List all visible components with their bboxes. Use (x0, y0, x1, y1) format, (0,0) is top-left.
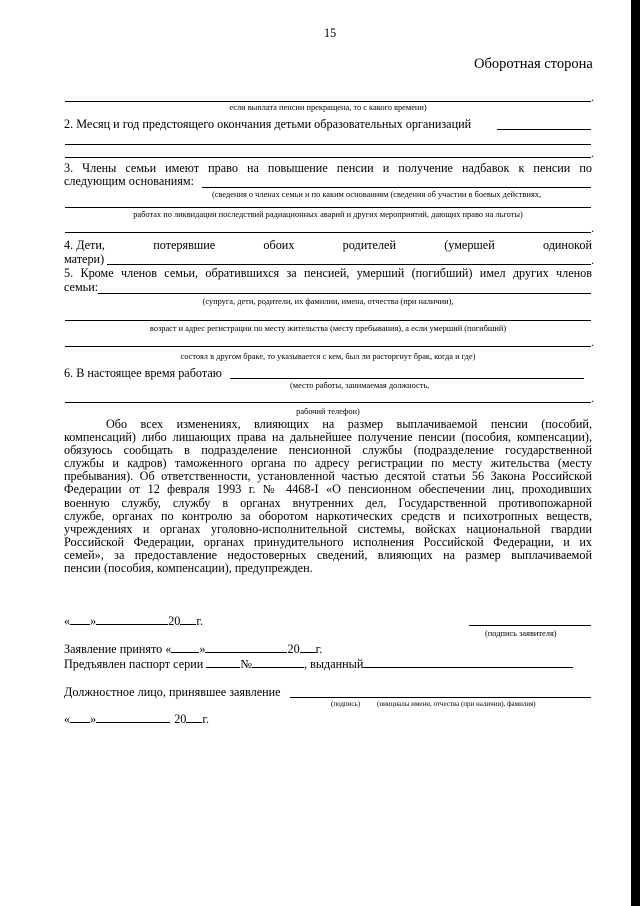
year-field[interactable] (300, 641, 316, 653)
accepted-label: Заявление принято « (64, 642, 172, 656)
year-suffix: г. (196, 614, 204, 628)
item2-label: 2. Месяц и год предстоящего окончания детьми образовательных организаций (64, 117, 472, 131)
passport-row[interactable] (64, 656, 573, 671)
item5-caption2: возраст и адрес регистрации по месту жительства (месту пребывания), а если умерший (погибший) (149, 324, 507, 333)
year-prefix: 20 (174, 712, 187, 726)
quote-open: « (64, 614, 71, 628)
item4-word: потерявшие (153, 238, 216, 252)
official-date[interactable] (64, 711, 209, 726)
line-end-dot: . (591, 146, 594, 160)
item3-caption1: (сведения о членах семьи и по каким основаниям (сведения об участии в боевых действиях, (212, 190, 542, 199)
item2-line2[interactable] (65, 144, 591, 145)
applicant-signature-caption: (подпись заявителя) (485, 629, 557, 638)
official-name-caption: (инициалы имени, отчества (при наличии), фамилия) (377, 700, 536, 708)
item2-line3[interactable] (65, 157, 591, 158)
item6-caption2: рабочий телефон) (296, 407, 360, 416)
number-sign: № (240, 657, 252, 671)
scan-edge (631, 0, 640, 906)
item6-line2[interactable] (65, 402, 591, 403)
month-field[interactable] (205, 641, 287, 653)
item3-line3[interactable] (65, 207, 591, 208)
day-field[interactable] (70, 711, 90, 723)
paragraph-line: семей», за предоставление недостоверных сведений, влияющих на размер выплачиваемой (64, 547, 592, 562)
quote-open: « (64, 712, 71, 726)
item4-field[interactable] (107, 264, 591, 265)
passport-number-field[interactable] (252, 656, 304, 668)
pension-stop-caption: если выплата пенсии прекращена, то с какого времени) (229, 103, 427, 112)
official-signature-caption: (подпись) (331, 700, 361, 708)
item5-line2: семьи: (64, 280, 99, 294)
paragraph-line: службе, органах по контролю за оборотом наркотических средств и психотропных веществ, (64, 508, 592, 523)
paragraph-line: Федерации от 12 февраля 1993 г. № 4468-I «О пенсионном обеспечении лиц, проходивших (64, 482, 592, 497)
paragraph-line: компенсаций) либо лишающих права на дальнейшее получение пенсии (пособия, компенсации), (64, 430, 592, 445)
item5-line4[interactable] (65, 346, 591, 347)
paragraph-line: обязуюсь сообщать в подразделение пенсионной службы (подразделение государственной (64, 443, 592, 458)
paragraph-line: военную службу, службу в органах внутренних дел, Государственной противопожарной (64, 495, 592, 510)
official-label: Должностное лицо, принявшее заявление (64, 685, 281, 699)
quote-close: » (199, 642, 206, 656)
item2-field[interactable] (497, 129, 591, 130)
day-field[interactable] (171, 641, 199, 653)
item4-word: (умершей (444, 238, 495, 252)
quote-close: » (90, 712, 97, 726)
item4-line1 (64, 238, 592, 252)
item4-line2: матери) (64, 252, 105, 266)
item6-label: 6. В настоящее время работаю (64, 366, 222, 380)
passport-issued-field[interactable] (363, 656, 573, 668)
month-field[interactable] (96, 711, 170, 723)
applicant-signature-line[interactable] (469, 625, 591, 626)
paragraph-line: службы и кадров) таможенного органа по адресу регистрации по месту жительства (месту (64, 456, 592, 471)
obligation-paragraph (64, 418, 592, 575)
line-end-dot: . (591, 90, 594, 104)
paragraph-line: пенсии (пособия, компенсации), предупрежден. (64, 561, 313, 576)
paragraph-line: учреждениях и органах уголовно-исполнительной системы, войсках национальной гвардии (64, 521, 592, 536)
year-field[interactable] (186, 711, 202, 723)
passport-issued-label: , выданный (303, 657, 364, 671)
month-field[interactable] (96, 613, 168, 625)
applicant-date[interactable] (64, 613, 203, 628)
pension-stop-line[interactable] (65, 101, 591, 102)
item3-caption2: работах по ликвидации последствий радиационных аварий и других мероприятий, дающих право на льготы) (133, 210, 523, 219)
item5-line3[interactable] (65, 320, 591, 321)
item5-field[interactable] (98, 293, 591, 294)
paragraph-line: Обо всех изменениях, влияющих на размер выплачиваемой пенсии (пособий, (106, 417, 592, 431)
item5-caption1: (супруга, дети, родители, их фамилии, имена, отчества (при наличии), (202, 297, 454, 306)
year-suffix: г. (315, 642, 323, 656)
official-signature-line[interactable] (290, 697, 591, 698)
passport-label: Предъявлен паспорт серии (64, 657, 204, 671)
item4-word: одинокой (542, 238, 592, 252)
passport-series-field[interactable] (206, 656, 240, 668)
item4-word: 4. Дети, (64, 238, 105, 252)
item3-line4[interactable] (65, 232, 591, 233)
day-field[interactable] (70, 613, 90, 625)
year-suffix: г. (202, 712, 210, 726)
line-end-dot: . (591, 335, 594, 349)
paragraph-line: Российской Федерации, органах принудительного исполнения Российской Федерации, и их (64, 534, 592, 549)
line-end-dot: . (591, 221, 594, 235)
quote-close: » (90, 614, 97, 628)
item3-line1: 3. Члены семьи имеют право на повышение пенсии и получение надбавок к пенсии по (64, 161, 592, 175)
item6-caption1: (место работы, занимаемая должность, (290, 381, 430, 390)
line-end-dot: . (591, 391, 594, 405)
item3-field[interactable] (202, 187, 591, 188)
paragraph-line: пребывания). Об ответственности, установленной частью десятой статьи 56 Закона Российской (64, 469, 592, 484)
item5-caption3: состоял в другом браке, то указывается с кем, был ли расторгнут брак, когда и где) (180, 352, 476, 361)
year-field[interactable] (180, 613, 196, 625)
line-end-dot: . (591, 253, 594, 267)
item3-line2: следующим основаниям: (64, 174, 194, 188)
side-title: Оборотная сторона (474, 56, 593, 72)
item4-word: обоих (263, 238, 295, 252)
year-prefix: 20 (168, 614, 181, 628)
year-prefix: 20 (287, 642, 300, 656)
item6-field[interactable] (230, 378, 584, 379)
item4-word: родителей (342, 238, 396, 252)
application-accepted[interactable] (64, 641, 322, 656)
page-number: 15 (324, 26, 337, 40)
item5-line1: 5. Кроме членов семьи, обратившихся за пенсией, умерший (погибший) имел других членов (64, 266, 592, 280)
